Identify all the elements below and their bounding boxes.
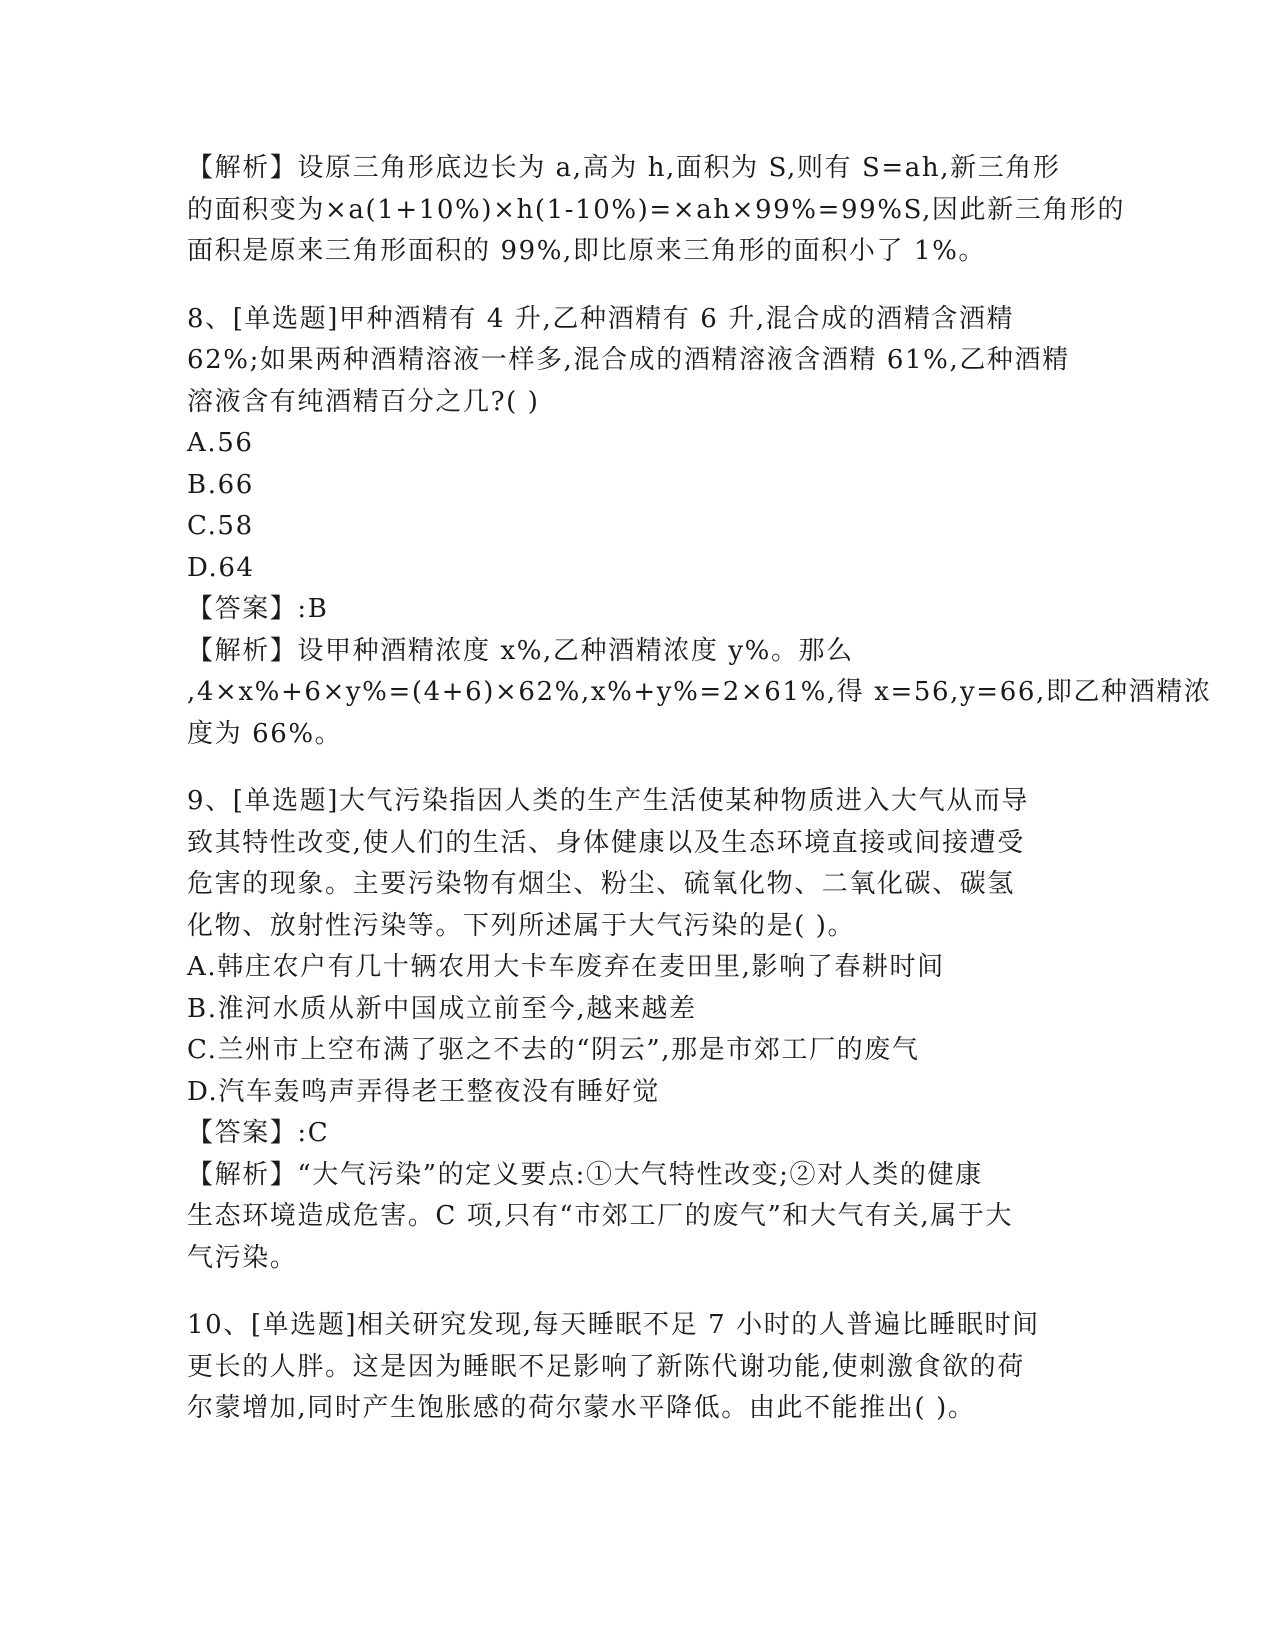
analysis-line: 生态环境造成危害。C 项,只有“市郊工厂的废气”和大气有关,属于大 <box>187 1201 1014 1231</box>
question-10 <box>187 1305 1087 1430</box>
question-stem-line: 8、[单选题]甲种酒精有 4 升,乙种酒精有 6 升,混合成的酒精含酒精 <box>187 303 1015 334</box>
option-b: B.66 <box>187 469 254 500</box>
question-stem-line: 危害的现象。主要污染物有烟尘、粉尘、硫氧化物、二氧化碳、碳氢 <box>187 869 1016 899</box>
option-a: A.韩庄农户有几十辆农用大卡车废弃在麦田里,影响了春耕时间 <box>187 952 945 982</box>
question-stem-line: 尔蒙增加,同时产生饱胀感的荷尔蒙水平降低。由此不能推出( )。 <box>187 1393 976 1423</box>
question-stem-line: 致其特性改变,使人们的生活、身体健康以及生态环境直接或间接遭受 <box>187 827 1025 858</box>
option-a: A.56 <box>187 428 254 458</box>
question-stem-line: 溶液含有纯酒精百分之几?( ) <box>187 386 540 417</box>
intro-analysis <box>187 148 1126 273</box>
document-page <box>187 148 1212 1430</box>
analysis-line: 【解析】“大气污染”的定义要点:①大气特性改变;②对人类的健康 <box>187 1159 983 1190</box>
analysis-line: 面积是原来三角形面积的 99%,即比原来三角形的面积小了 1%。 <box>187 236 987 266</box>
question-9 <box>187 781 1087 1279</box>
analysis-line: 度为 66%。 <box>187 718 343 749</box>
question-stem-line: 10、[单选题]相关研究发现,每天睡眠不足 7 小时的人普遍比睡眠时间 <box>187 1310 1040 1340</box>
analysis-line: ,4×x%+6×y%=(4+6)×62%,x%+y%=2×61%,得 x=56,y=66,即乙种酒精浓 <box>187 677 1212 707</box>
analysis-line: 【解析】设原三角形底边长为 a,高为 h,面积为 S,则有 S=ah,新三角形 <box>187 153 1061 183</box>
answer: 【答案】:C <box>187 1118 330 1148</box>
option-c: C.58 <box>187 511 254 541</box>
analysis-line: 【解析】设甲种酒精浓度 x%,乙种酒精浓度 y%。那么 <box>187 635 854 666</box>
question-8 <box>187 299 1212 756</box>
answer: 【答案】:B <box>187 594 329 624</box>
question-stem-line: 更长的人胖。这是因为睡眠不足影响了新陈代谢功能,使刺激食欲的荷 <box>187 1351 1025 1382</box>
question-stem-line: 62%;如果两种酒精溶液一样多,混合成的酒精溶液含酒精 61%,乙种酒精 <box>187 345 1070 375</box>
option-d: D.64 <box>187 552 255 583</box>
analysis-line: 的面积变为×a(1+10%)×h(1-10%)=×ah×99%=99%S,因此新三角形的 <box>187 194 1126 225</box>
option-c: C.兰州市上空布满了驱之不去的“阴云”,那是市郊工厂的废气 <box>187 1035 920 1065</box>
option-d: D.汽车轰鸣声弄得老王整夜没有睡好觉 <box>187 1076 660 1107</box>
analysis-line: 气污染。 <box>187 1242 298 1273</box>
question-stem-line: 化物、放射性污染等。下列所述属于大气污染的是( )。 <box>187 910 856 941</box>
question-stem-line: 9、[单选题]大气污染指因人类的生产生活使某种物质进入大气从而导 <box>187 786 1030 816</box>
option-b: B.淮河水质从新中国成立前至今,越来越差 <box>187 993 697 1024</box>
